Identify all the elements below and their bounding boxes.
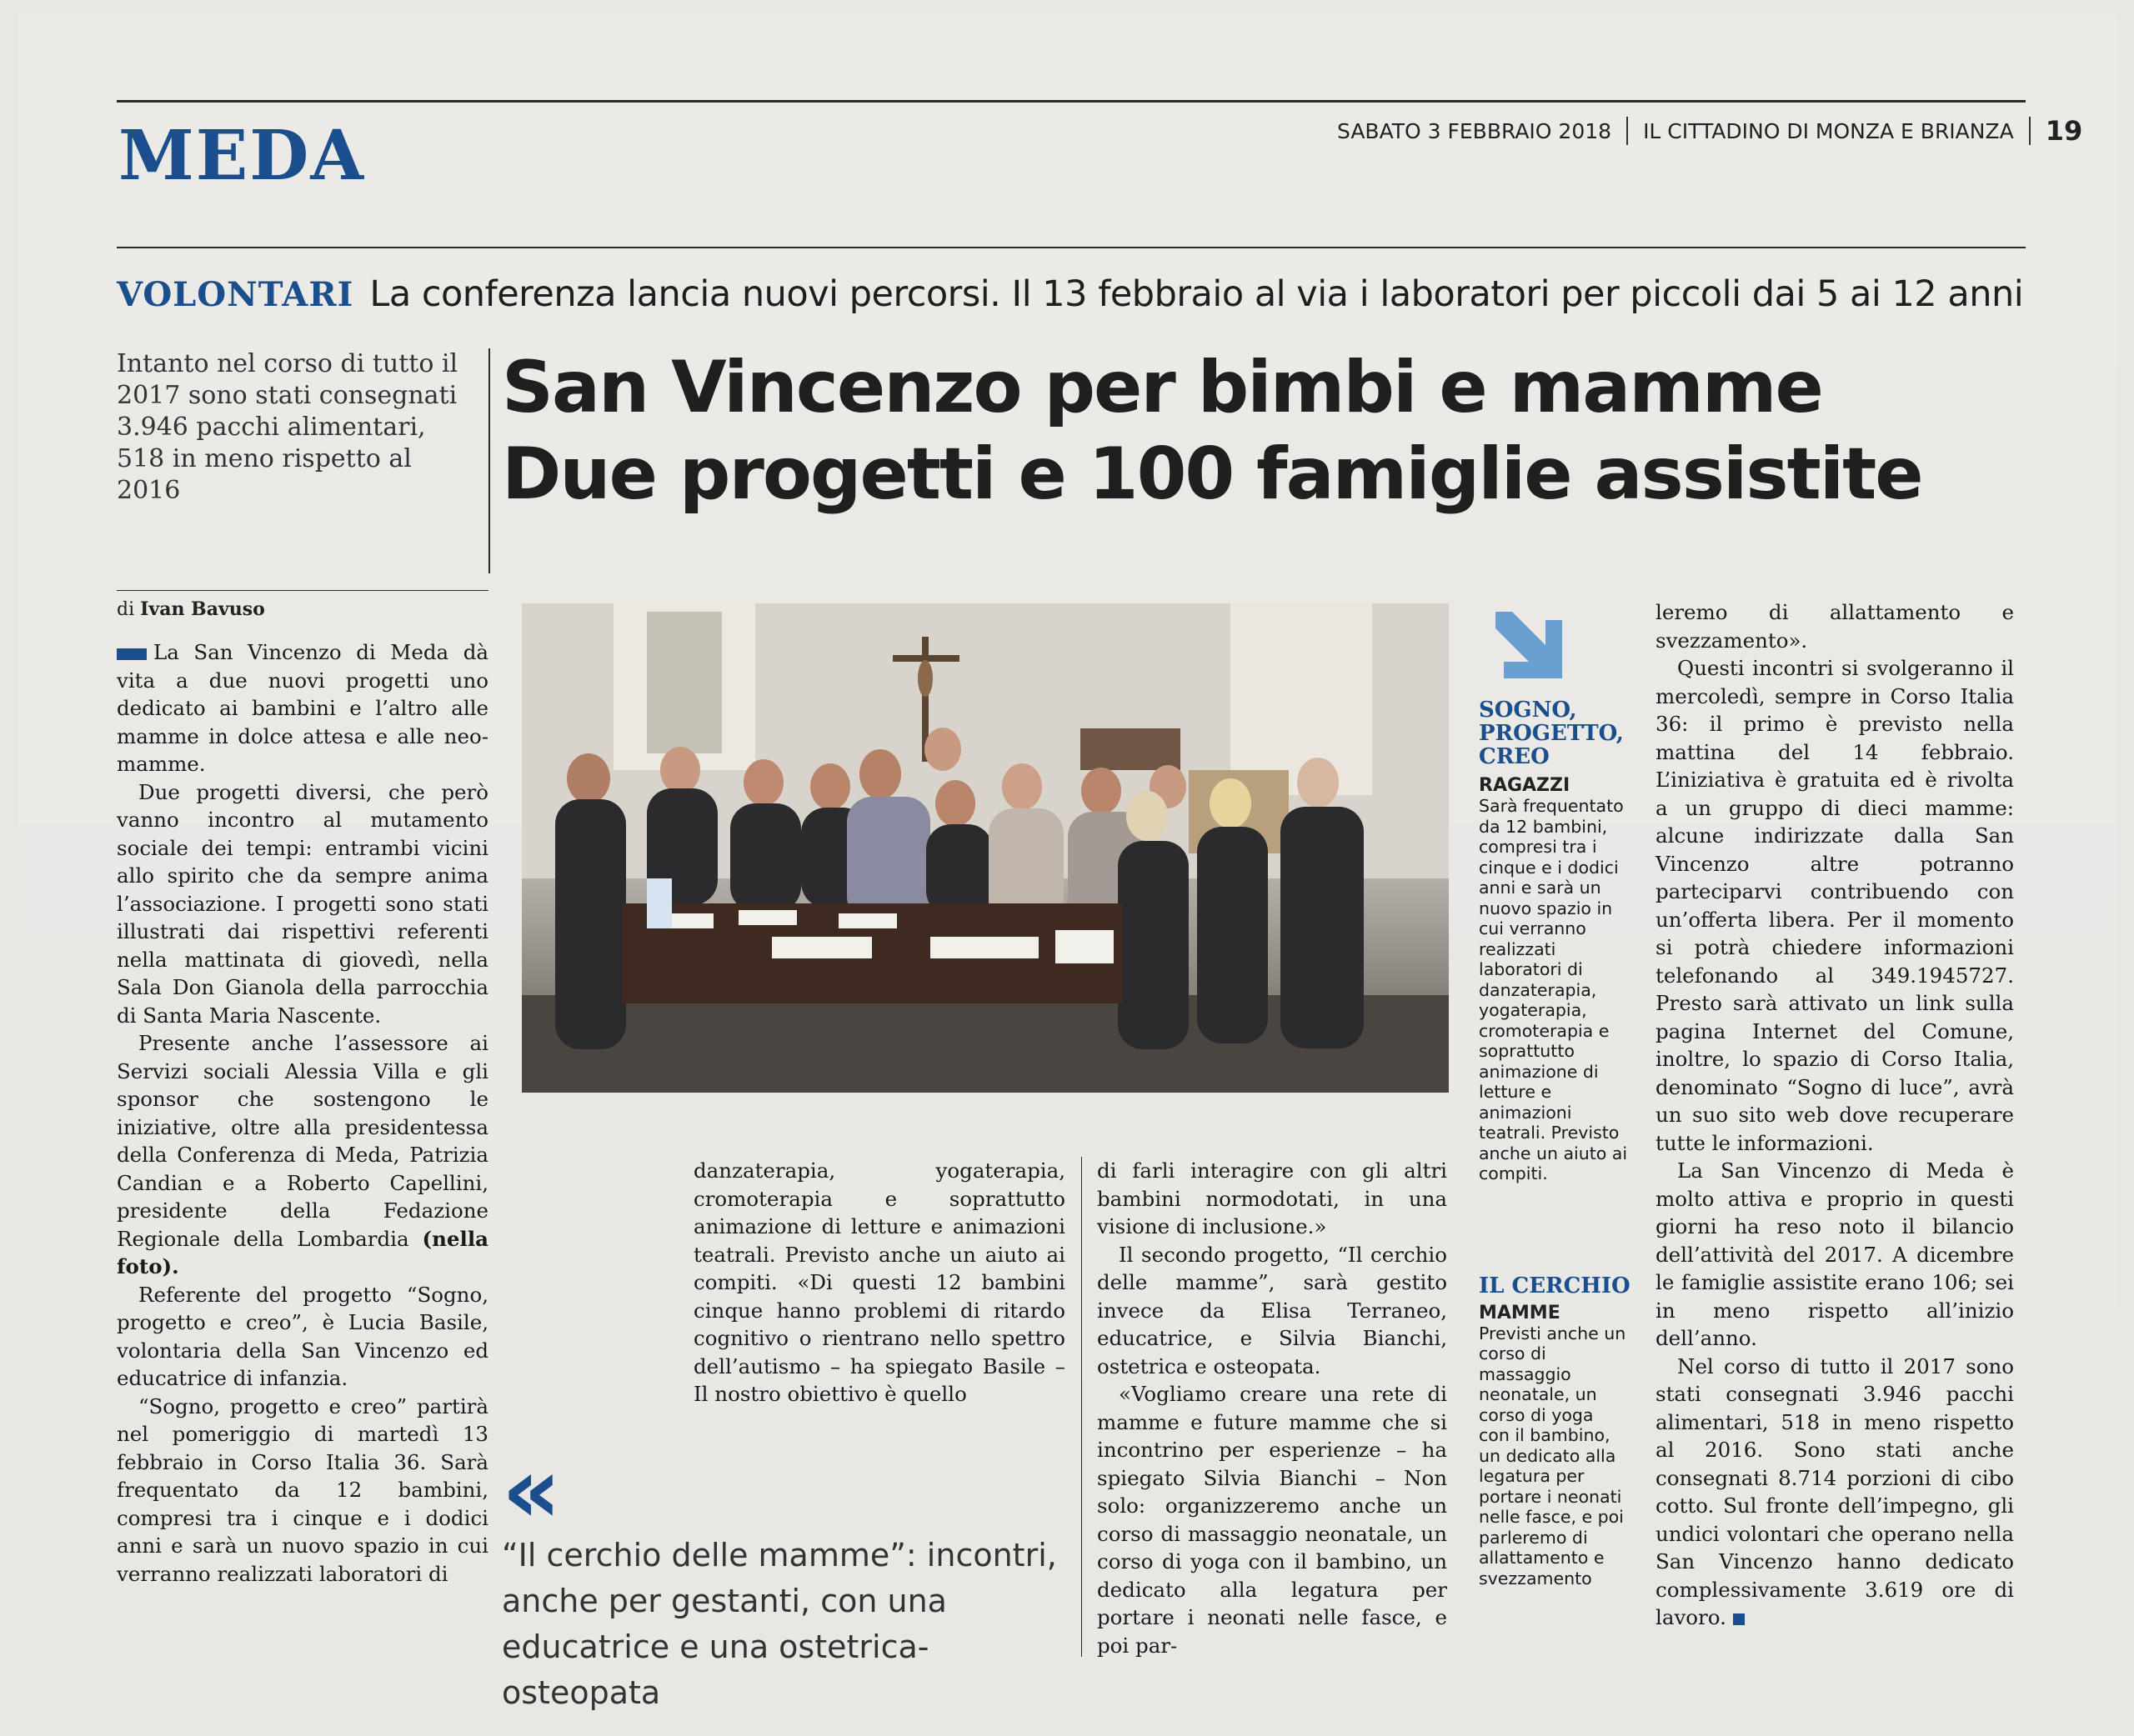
pull-quote-text: “Il cerchio delle mamme”: incontri, anche per gestanti, con una educatrice e una ostetrica-osteopata (502, 1537, 1057, 1711)
newspaper-page (18, 15, 2117, 1723)
sidebar-box2-text: Previsti anche un corso di massaggio neonatale, un corso di yoga con il bambino, un dedicato alla legatura per portare i neonati nelle fasce, e poi parleremo di allattamento e svezzamento (1479, 1323, 1626, 1588)
paragraph: leremo di allattamento e svezzamento». (1656, 600, 2014, 653)
article-column-3 (1097, 1157, 1447, 1659)
paragraph: “Sogno, progetto e creo” partirà nel pomeriggio di martedì 13 febbraio in Corso Italia 36. Sarà frequentato da 12 bambini, compresi tra i cinque e i dodici anni e sarà un nuovo spazio in cui verranno realizzati laboratori di (117, 1393, 488, 1586)
group-photo-illustration (522, 603, 1449, 1093)
paragraph-text: Presente anche l’assessore ai Servizi sociali Alessia Villa e gli sponsor che sostengono le iniziative, oltre alla presidentessa della Conferenza di Meda, Patrizia Candian e a Roberto Capellini, presidente della Fedazione Regionale della Lombardia (117, 1031, 488, 1251)
paragraph: Referente del progetto “Sogno, progetto e creo”, è Lucia Basile, volontaria della San Vincenzo ed educatrice di infanzia. (117, 1282, 488, 1390)
page-number: 19 (2045, 115, 2083, 147)
end-marker (1733, 1613, 1745, 1625)
section-title: MEDA (118, 116, 366, 196)
sidebar-box2-title: IL CERCHIO (1479, 1273, 1631, 1298)
kicker-text: La conferenza lancia nuovi percorsi. Il 13 febbraio al via i laboratori per piccoli dai 5 ai 12 anni (369, 273, 2024, 315)
paragraph: «Vogliamo creare una rete di mamme e future mamme che si incontrino per esperienze – ha spiegato Silvia Bianchi – Non solo: organizzeremo anche un corso di massaggio neonatale, un corso di yoga con il bambino, un dedicato alla legatura per portare i neonati nelle fasce, e poi par- (1097, 1382, 1447, 1658)
start-marker (117, 648, 147, 660)
sidebar-box2-subtitle: MAMME (1479, 1302, 1560, 1323)
publication-name: IL CITTADINO DI MONZA E BRIANZA (1643, 118, 2014, 143)
header-separator (2029, 117, 2031, 145)
headline (502, 344, 2052, 518)
kicker-label: VOLONTARI (117, 275, 354, 314)
paragraph: La San Vincenzo di Meda è molto attiva e proprio in questi giorni ha reso noto il bilancio dell’attività del 2017. A dicembre le famiglie assistite erano 106; sei in meno rispetto all’inizio dell’anno. (1656, 1158, 2014, 1350)
sidebar (1479, 603, 1646, 1588)
header-separator (1626, 117, 1628, 145)
header-meta (1337, 115, 2082, 147)
paragraph-text: Nel corso di tutto il 2017 sono stati consegnati 3.946 pacchi alimentari, 518 in meno rispetto al 2016. Sono stati anche consegnati 8.714 porzioni di cibo cotto. Sul fronte dell’impegno, gli undici volontari che operano nella San Vincenzo hanno dedicato complessivamente 3.619 ore di lavoro. (1656, 1353, 2014, 1629)
column-divider (1081, 1157, 1082, 1657)
header-bottom-rule (117, 247, 2026, 248)
sidebar-box1-text: Sarà frequentato da 12 bambini, compresi tra i cinque e i dodici anni e sarà un nuovo spazio in cui verranno realizzati laboratori di danzaterapia, yogaterapia, cromoterapia e soprattutto animazione di letture e animazioni teatrali. Previsto anche un aiuto ai compiti. (1479, 796, 1628, 1183)
article-column-1 (117, 638, 488, 1588)
byline-prefix: di (117, 599, 135, 620)
paragraph: Questi incontri si svolgeranno il mercoledì, sempre in Corso Italia 36: il primo è previsto nella mattina del 14 febbraio. L’iniziativa è gratuita ed è rivolta a un gruppo di dieci mamme: alcune indirizzate dalla San Vincenzo altre potranno parteciparvi contribuendo con un’offerta libera. Per il momento si potrà chiedere informazioni telefonando al 349.1945727. Presto sarà attivato un link sulla pagina Internet del Comune, inoltre, lo spazio di Corso Italia, denominato “Sogno di luce”, avrà un suo sito web dove recuperare tutte le informazioni. (1656, 656, 2014, 1155)
quote-marks-icon: « (502, 1437, 562, 1543)
headline-line-2: Due progetti e 100 famiglie assistite (502, 433, 1922, 516)
paragraph: di farli interagire con gli altri bambini normodotati, in una visione di inclusione.» (1097, 1158, 1447, 1238)
paragraph-text: La San Vincenzo di Meda dà vita a due nuovi progetti uno dedicato ai bambini e l’altro alle mamme in dolce attesa e alle neo-mamme. (117, 640, 488, 776)
group-photo (522, 603, 1449, 1093)
paragraph: Due progetti diversi, che però vanno incontro al mutamento sociale dei tempi: entrambi vicini allo spirito che da sempre anima l’associazione. I progetti sono stati illustrati dai rispettivi referenti nella mattinata di giovedì, nella Sala Don Gianola della parrocchia di Santa Maria Nascente. (117, 779, 488, 1028)
paragraph (117, 1029, 488, 1281)
summary-deck: Intanto nel corso di tutto il 2017 sono stati consegnati 3.946 pacchi alimentari, 518 in meno rispetto al 2016 (117, 349, 458, 505)
sidebar-box1-subtitle: RAGAZZI (1479, 775, 1570, 796)
photo-reference: (nella foto). (117, 1226, 488, 1278)
paragraph (117, 638, 488, 778)
summary-vertical-rule (488, 348, 490, 573)
sidebar-box1-title: SOGNO, PROGETTO, CREO (1479, 698, 1624, 769)
paragraph: Il secondo progetto, “Il cerchio delle mamme”, sarà gestito invece da Elisa Terraneo, educatrice, e Silvia Bianchi, ostetrica e osteopata. (1097, 1242, 1447, 1378)
kicker (117, 273, 2023, 315)
issue-date: SABATO 3 FEBBRAIO 2018 (1337, 118, 1612, 143)
byline-rule (117, 590, 488, 591)
byline (117, 598, 265, 620)
article-column-2 (694, 1157, 1065, 1408)
byline-author: Ivan Bavuso (140, 598, 265, 620)
article-column-5 (1656, 598, 2014, 1632)
pull-quote (502, 1437, 1077, 1716)
arrow-down-right-icon (1479, 603, 1570, 687)
paragraph (1656, 1353, 2014, 1632)
paragraph: danzaterapia, yogaterapia, cromoterapia e soprattutto animazione di letture e animazioni teatrali. Previsto anche un aiuto ai compiti. «Di questi 12 bambini cinque hanno problemi di ritardo cognitivo o rientrano nello spettro dell’autismo – ha spiegato Basile – Il nostro obiettivo è quello (694, 1158, 1065, 1406)
headline-line-1: San Vincenzo per bimbi e mamme (502, 346, 1822, 429)
top-rule (117, 100, 2026, 103)
